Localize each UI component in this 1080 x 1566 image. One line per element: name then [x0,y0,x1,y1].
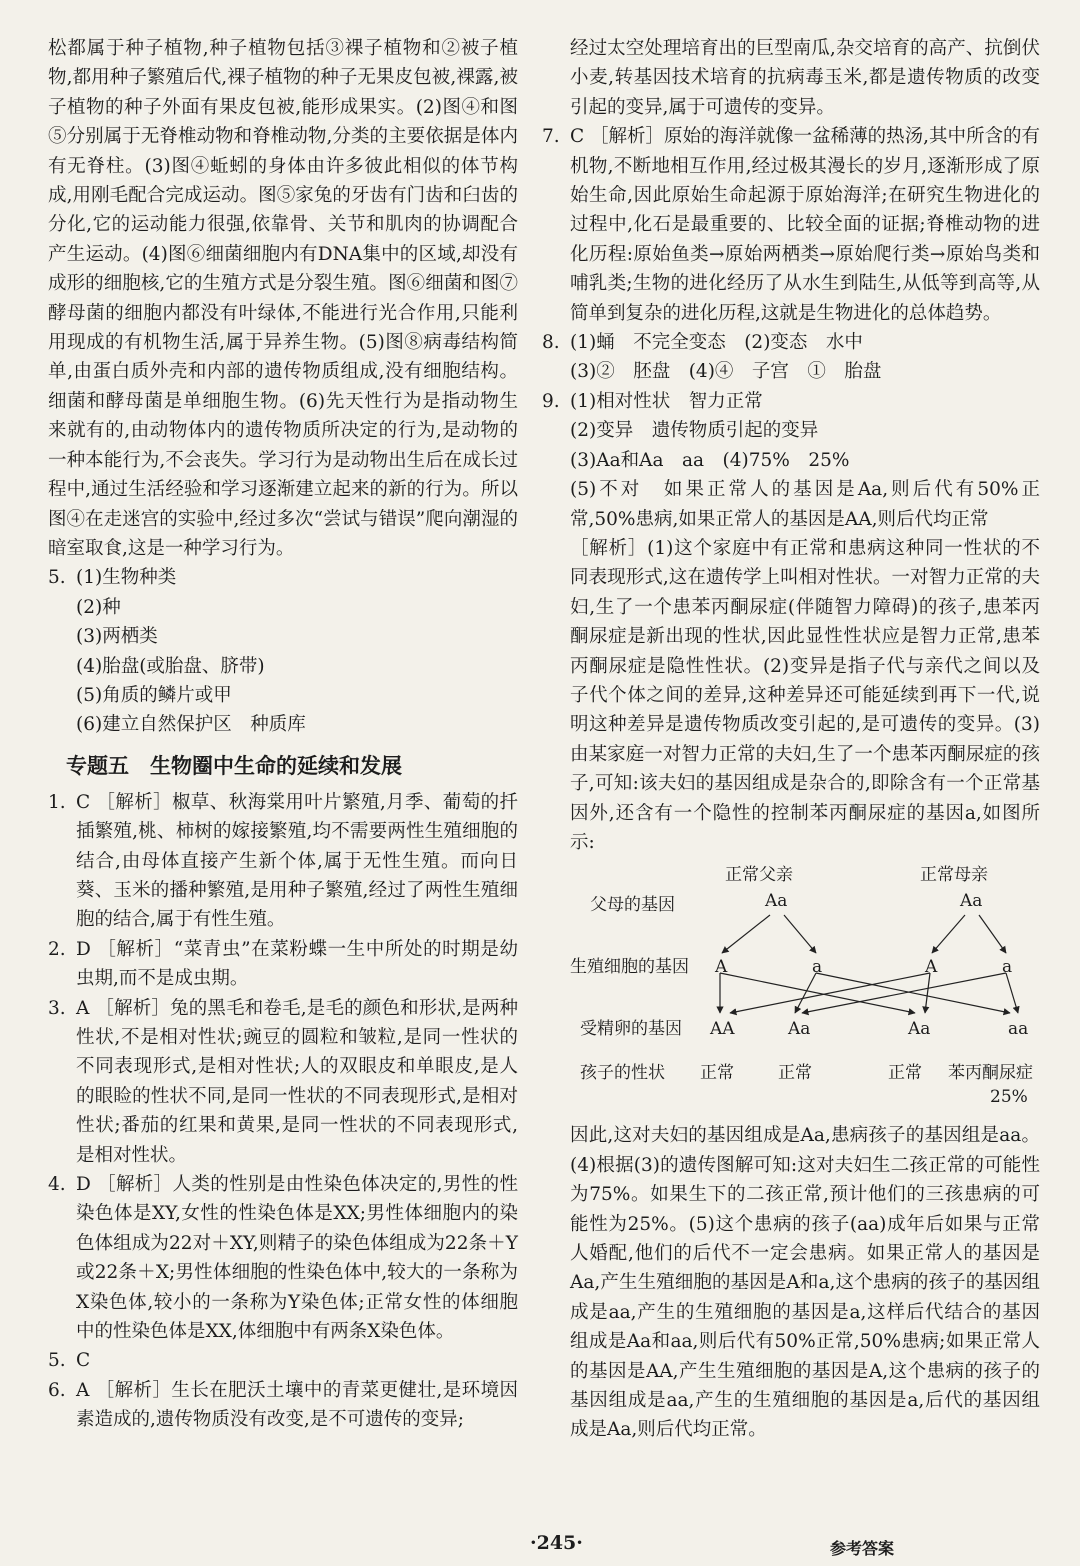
answer-number: 5. [48,1350,66,1372]
answer-number: 6. [48,1379,66,1401]
zygote-genotype: AA [710,1019,735,1040]
answer-number: 2. [48,938,66,960]
answer-item [48,935,518,994]
answer-5-line: (3)两栖类 [76,626,158,648]
row-label-parents: 父母的基因 [590,895,675,916]
answer-5-line: (6)建立自然保护区 种质库 [76,714,306,736]
label-father: 正常父亲 [725,865,793,886]
answer-9-line: (1)相对性状 智力正常 [570,390,763,412]
answer-5-line: (2)种 [76,596,121,618]
answer-text: C ［解析］原始的海洋就像一盆稀薄的热汤,其中所含的有机物,不断地相互作用,经过极其漫长的岁月,逐渐形成了原始生命,因此原始生命起源于原始海洋;在研究生物进化的过程中,化石是最重要的、比较全面的证据;脊椎动物的进化历程:原始鱼类→原始两栖类→原始爬行类→原始鸟类和哺乳类;生物的进化经历了从水生到陆生,从低等到高等,从简单到复杂的进化历程,这就是生物进化的总体趋势。 [570,126,1040,324]
answer-text: A ［解析］兔的黑毛和卷毛,是毛的颜色和形状,是两种性状,不是相对性状;豌豆的圆粒和皱粒,是同一性状的不同表现形式,是相对性状;人的双眼皮和单眼皮,是人的眼睑的性状不同,是同一性状的不同表现形式,是相对性状;番茄的红果和黄果,是同一性状的不同表现形式,是相对性状。 [76,997,518,1166]
answer-9-analysis: ［解析］(1)这个家庭中有正常和患病这种同一性状的不同表现形式,这在遗传学上叫相对性状。一对智力正常的夫妇,生了一个患苯丙酮尿症(伴随智力障碍)的孩子,患苯丙酮尿症是新出现的性状,因此显性性状应是智力正常,患苯丙酮尿症是隐性性状。(2)变异是指子代与亲代之间以及子代个体之间的差异,这种差异还可能延续到再下一代,说明这种差异是遗传物质改变引起的,是可遗传的变异。(3)由某家庭一对智力正常的夫妇,生了一个患苯丙酮尿症的孩子,可知:该夫妇的基因组成是杂合的,即除含有一个正常基因外,还含有一个隐性的控制苯丙酮尿症的基因a,如图所示: [570,537,1040,853]
answer-5-line: (1)生物种类 [76,567,177,589]
answer-9-conclusion: 因此,这对夫妇的基因组成是Aa,患病孩子的基因组是aa。(4)根据(3)的遗传图解可知:这对夫妇生二孩正常的可能性为75%。如果生下的二孩正常,预计他们的三孩患病的可能性为25%。(5)这个患病的孩子(aa)成年后如果与正常人婚配,他们的后代不一定会患病。如果正常人的基因是Aa,产生生殖细胞的基因是A和a,这个患病的孩子的基因组成是aa,产生的生殖细胞的基因是a,这样后代结合的基因组成是Aa和aa,则后代有50%正常,50%患病;如果正常人的基因是AA,产生生殖细胞的基因是A,这个患病的孩子的基因组成是aa,产生的生殖细胞的基因是a,后代的基因组成是Aa,则后代均正常。 [570,1125,1040,1441]
zygote-genotype: aa [1008,1019,1029,1040]
right-continuation: 经过太空处理培育出的巨型南瓜,杂交培育的高产、抗倒伏小麦,转基因技术培育的抗病毒玉米,都是遗传物质的改变引起的变异,属于可遗传的变异。 [570,38,1040,118]
answer-5-line: (4)胎盘(或胎盘、脐带) [76,655,265,677]
gamete-gene: a [1002,957,1013,978]
row-label-traits: 孩子的性状 [580,1063,665,1084]
answer-item [48,788,518,935]
gamete-gene: A [925,957,938,978]
reference-label: 参考答案 [830,1539,895,1558]
row-label-zygotes: 受精卵的基因 [580,1019,682,1040]
answer-number: 1. [48,791,66,813]
page-number: ·245· [530,1532,583,1554]
section-heading: 专题五 生物圈中生命的延续和发展 [66,753,402,778]
answer-item [48,1346,518,1375]
answer-9-line: (3)Aa和Aa aa (4)75% 25% [570,449,850,471]
probability-label: 25% [990,1087,1028,1108]
answer-text: A ［解析］生长在肥沃土壤中的青菜更健壮,是环境因素造成的,遗传物质没有改变,是不可遗传的变异; [76,1379,518,1431]
answer-number: 7. [542,126,560,148]
answer-item [48,994,518,1170]
answer-9-line: (2)变异 遗传物质引起的变异 [570,420,819,442]
left-intro-paragraph: 松都属于种子植物,种子植物包括③裸子植物和②被子植物,都用种子繁殖后代,裸子植物的种子无果皮包被,裸露,被子植物的种子外面有果皮包被,能形成果实。(2)图④和图⑤分别属于无脊椎动物和脊椎动物,分类的主要依据是体内有无脊柱。(3)图④蚯蚓的身体由许多彼此相似的体节构成,用刚毛配合完成运动。图⑤家兔的牙齿有门齿和臼齿的分化,它的运动能力很强,依靠骨、关节和肌肉的协调配合产生运动。(4)图⑥细菌细胞内有DNA集中的区域,却没有成形的细胞核,它的生殖方式是分裂生殖。图⑥细菌和图⑦酵母菌的细胞内都没有叶绿体,不能进行光合作用,只能利用现成的有机物生活,属于异养生物。(5)图⑧病毒结构简单,由蛋白质外壳和内部的遗传物质组成,没有细胞结构。细菌和酵母菌是单细胞生物。(6)先天性行为是指动物生来就有的,由动物体内的遗传物质所决定的行为,是动物的一种本能行为,不会丧失。学习行为是动物出生后在成长过程中,通过生活经验和学习逐渐建立起来的新的行为。所以图④在走迷宫的实验中,经过多次“尝试与错误”爬向潮湿的暗室取食,这是一种学习行为。 [48,38,518,559]
mother-genotype: Aa [960,891,983,912]
answer-item [48,1170,518,1346]
child-trait: 正常 [778,1063,812,1084]
answer-text: C ［解析］椒草、秋海棠用叶片繁殖,月季、葡萄的扦插繁殖,桃、柿树的嫁接繁殖,均不需要两性生殖细胞的结合,由母体直接产生新个体,属于无性生殖。而向日葵、玉米的播种繁殖,是用种子繁殖,经过了两性生殖细胞的结合,属于有性生殖。 [76,791,518,931]
answer-8 [542,328,1040,387]
right-column [542,34,1040,1445]
answer-7 [542,122,1040,328]
child-trait: 正常 [888,1063,922,1084]
answer-text: D ［解析］人类的性别是由性染色体决定的,男性的性染色体是XY,女性的性染色体是XX;男性体细胞内的染色体组成为22对＋XY,则精子的染色体组成为22条＋Y或22条＋X;男性体细胞的性染色体中,较大的一条称为X染色体,较小的一条称为Y染色体;正常女性的体细胞中的性染色体是XX,体细胞中有两条X染色体。 [76,1174,518,1343]
answer-5-number: 5. [48,567,66,589]
row-label-gametes: 生殖细胞的基因 [570,957,689,978]
answer-item [48,1376,518,1435]
gamete-gene: a [812,957,823,978]
zygote-genotype: Aa [908,1019,931,1040]
answer-text: C [76,1350,91,1372]
zygote-genotype: Aa [788,1019,811,1040]
answer-5 [48,563,518,739]
father-genotype: Aa [765,891,788,912]
answer-number: 4. [48,1174,66,1196]
answer-text: D ［解析］“菜青虫”在菜粉蝶一生中所处的时期是幼虫期,而不是成虫期。 [76,938,518,990]
genetic-diagram [570,861,1040,1121]
answer-number: 8. [542,332,560,354]
answer-9-part5: (5)不对 如果正常人的基因是Aa,则后代有50%正常,50%患病,如果正常人的基因是AA,则后代均正常 [570,479,1040,530]
answer-number: 3. [48,997,66,1019]
gamete-gene: A [715,957,728,978]
answer-8-line: (3)② 胚盘 (4)④ 子宫 ① 胎盘 [570,361,882,383]
child-trait: 苯丙酮尿症 [948,1063,1033,1084]
child-trait: 正常 [700,1063,734,1084]
left-column [48,34,518,1435]
label-mother: 正常母亲 [920,865,988,886]
answer-5-line: (5)角质的鳞片或甲 [76,684,232,706]
answer-number: 9. [542,390,560,412]
answer-8-line: (1)蛹 不完全变态 (2)变态 水中 [570,332,863,354]
answer-9 [542,387,1040,1445]
